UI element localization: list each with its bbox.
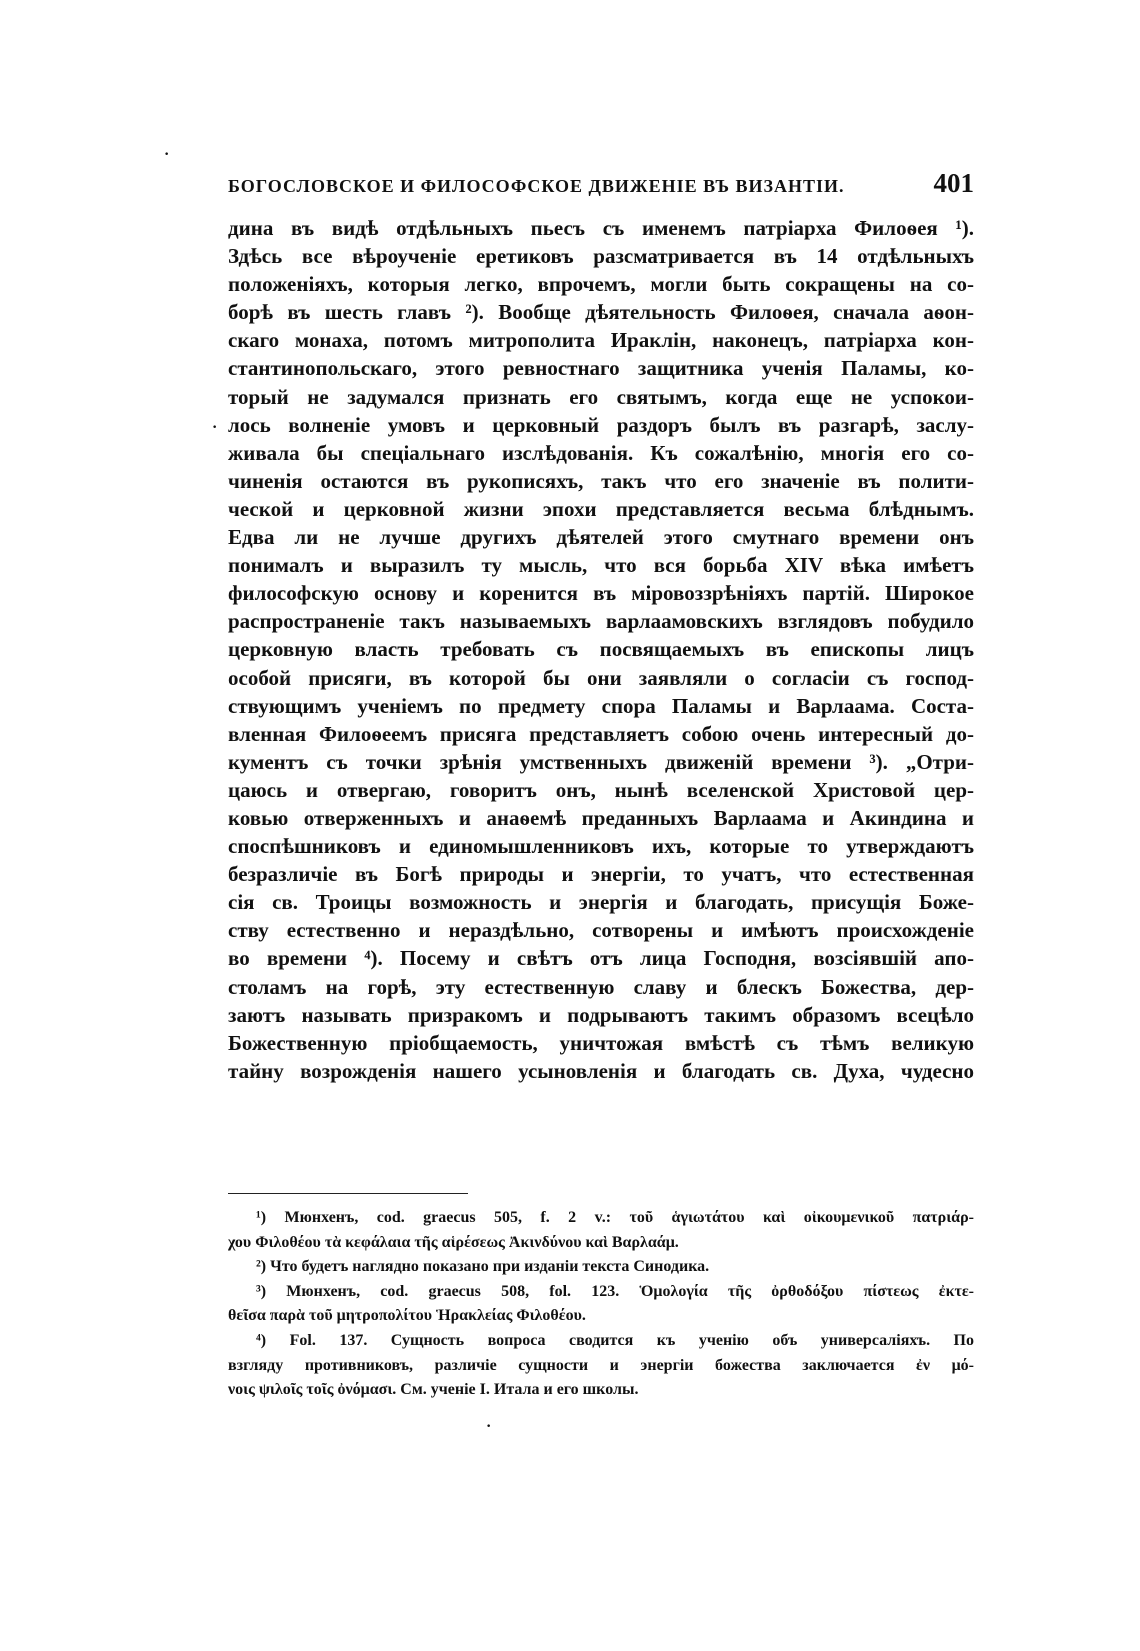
text-line: во времени ⁴). Посему и свѣтъ отъ лица Господня, возсіявшій апо- xyxy=(228,946,974,971)
main-text xyxy=(228,214,974,1085)
text-line: дина въ видѣ отдѣльныхъ пьесъ съ именемъ патріарха Филоѳея ¹). xyxy=(228,216,974,240)
text-line: столамъ на горѣ, эту естественную славу и блескъ Божества, дер- xyxy=(228,974,974,999)
footnotes xyxy=(228,1206,974,1403)
scan-speck: · xyxy=(486,1418,492,1435)
scan-speck: · xyxy=(212,419,218,436)
text-line: Едва ли не лучше другихъ дѣятелей этого смутнаго времени онъ xyxy=(228,525,974,550)
text-line: живала бы спеціальнаго изслѣдованія. Къ сожалѣнію, многія его со- xyxy=(228,440,974,465)
text-line: вленная Филоѳеемъ присяга представляетъ собою очень интересный до- xyxy=(228,721,974,746)
footnote-4 xyxy=(228,1329,974,1403)
footnote-3 xyxy=(228,1280,974,1329)
footnote-line: ²) Что будетъ наглядно показано при изданіи текста Синодика. xyxy=(256,1258,710,1276)
text-line: ству естественно и нераздѣльно, сотворены и имѣютъ происхожденіе xyxy=(228,918,974,943)
text-line: положеніяхъ, которыя легко, впрочемъ, могли быть сокращены на со- xyxy=(228,272,974,297)
footnote-line: νοις ψιλοῖς τοῖς ὀνόμασι. См. ученіе І. Итала и его школы. xyxy=(228,1381,639,1399)
text-line: скаго монаха, потомъ митрополита Ираклін, наконецъ, патріарха кон- xyxy=(228,328,974,353)
text-line: стантинопольскаго, этого ревностнаго защитника ученія Паламы, ко- xyxy=(228,356,974,381)
footnote-line: ³) Мюнхенъ, cod. graecus 508, fol. 123. Ὁμολογία τῆς ὀρθοδόξου πίστεως ἐκτε- xyxy=(256,1282,974,1300)
text-line: цаюсь и отвергаю, говоритъ онъ, нынѣ вселенской Христовой цер- xyxy=(228,777,974,802)
footnote-2 xyxy=(228,1255,974,1280)
footnote-1 xyxy=(228,1206,974,1255)
page-number: 401 xyxy=(933,168,974,198)
scan-speck: · xyxy=(164,146,170,163)
text-line: ствующимъ ученіемъ по предмету спора Паламы и Варлаама. Соста- xyxy=(228,693,974,718)
footnote-line: χου Φιλοθέου τὰ κεφάλαια τῆς αἱρέσεως Ἀκινδύνου καὶ Βαρλαάμ. xyxy=(228,1233,679,1251)
footnote-line: ¹) Мюнхенъ, cod. graecus 505, f. 2 v.: τοῦ ἁγιωτάτου καὶ οἰκουμενικοῦ πατριάρ- xyxy=(256,1209,974,1226)
text-line: философскую основу и коренится въ міровоззрѣніяхъ партій. Широкое xyxy=(228,581,974,606)
footnote-line: θεῖσα παρὰ τοῦ μητροπολίτου Ἡρακλείας Φιλοθέου. xyxy=(228,1307,586,1325)
text-line: тайну возрожденія нашего усыновленія и благодать св. Духа, чудесно xyxy=(228,1058,974,1083)
text-line: Божественную пріобщаемость, уничтожая вмѣстѣ съ тѣмъ великую xyxy=(228,1030,974,1055)
text-line: понималъ и выразилъ ту мысль, что вся борьба XIV вѣка имѣетъ xyxy=(228,553,974,578)
text-line: церковную власть требовать съ посвящаемыхъ въ епископы лицъ xyxy=(228,637,974,662)
text-line: кументъ съ точки зрѣнія умственныхъ движеній времени ³). „Отри- xyxy=(228,749,974,774)
text-line: особой присяги, въ которой бы они заявляли о согласіи съ господ- xyxy=(228,665,974,690)
text-line: ческой и церковной жизни эпохи представляется весьма блѣднымъ. xyxy=(228,496,974,521)
text-line: безразличіе въ Богѣ природы и энергіи, то учатъ, что естественная xyxy=(228,862,974,887)
footnote-line: ⁴) Fol. 137. Сущность вопроса сводится къ ученію объ универсаліяхъ. По xyxy=(256,1331,974,1349)
text-line: споспѣшниковъ и единомышленниковъ ихъ, которые то утверждаютъ xyxy=(228,834,974,859)
text-line: заютъ называть призракомъ и подрываютъ такимъ образомъ всецѣло xyxy=(228,1002,974,1027)
text-line: сія св. Троицы возможность и энергія и благодать, присущія Боже- xyxy=(228,890,974,915)
footnote-line: взгляду противниковъ, различіе сущности и энергіи божества заключается ἐν μό- xyxy=(228,1356,974,1374)
footnote-separator-rule xyxy=(228,1193,468,1194)
text-line: борѣ въ шесть главъ ²). Вообще дѣятельность Филоѳея, сначала аѳон- xyxy=(228,300,974,325)
text-line: лось волненіе умовъ и церковный раздоръ былъ въ разгарѣ, заслу- xyxy=(228,412,974,437)
running-title: БОГОСЛОВСКОЕ И ФИЛОСОФСКОЕ ДВИЖЕНІЕ ВЪ ВИЗАНТІИ. xyxy=(228,176,845,196)
text-line: ковью отверженныхъ и анаѳемѣ преданныхъ Варлаама и Акиндина и xyxy=(228,805,974,830)
page-header xyxy=(228,168,974,204)
text-line: Здѣсь все вѣроученіе еретиковъ разсматривается въ 14 отдѣльныхъ xyxy=(228,244,974,269)
text-line: распространеніе такъ называемыхъ варлаамовскихъ взглядовъ побудило xyxy=(228,609,974,634)
text-line: торый не задумался признать его святымъ, когда еще не успокои- xyxy=(228,384,974,409)
text-line: чиненія остаются въ рукописяхъ, такъ что его значеніе въ полити- xyxy=(228,468,974,493)
